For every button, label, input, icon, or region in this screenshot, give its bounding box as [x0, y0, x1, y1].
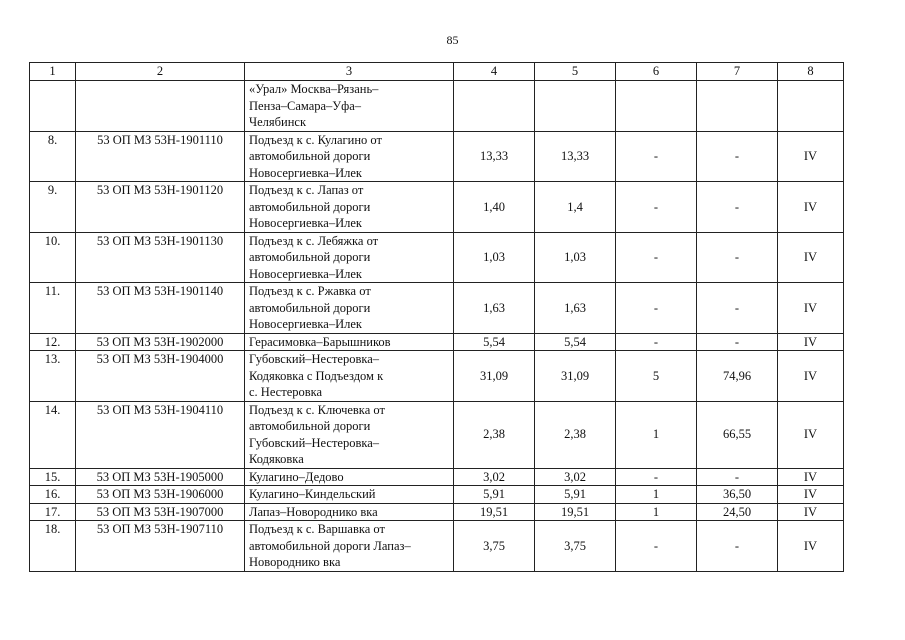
- roads-table: [29, 62, 844, 572]
- value-cell-c5: 1,4: [535, 182, 616, 233]
- road-name-cell: [245, 521, 454, 572]
- road-name-line: Губовский–Нестеровка–: [249, 435, 380, 450]
- value-cell-c4: 3,02: [454, 468, 535, 486]
- value-cell-c4: 1,63: [454, 283, 535, 334]
- table-row: [30, 333, 844, 351]
- page-number: 85: [446, 33, 459, 47]
- value-cell-c6: -: [616, 283, 697, 334]
- road-name-line: Новосергиевка–Илек: [249, 317, 362, 331]
- road-code-cell: 53 ОП МЗ 53Н-1904110: [76, 401, 245, 468]
- column-header: 5: [535, 63, 616, 81]
- column-header: 1: [30, 63, 76, 81]
- value-cell-c7: -: [697, 232, 778, 283]
- table-row: [30, 486, 844, 504]
- value-cell-c6: 1: [616, 401, 697, 468]
- table-row: [30, 503, 844, 521]
- road-name-line: Кулагино–Дедово: [249, 469, 344, 484]
- column-header: 2: [76, 63, 245, 81]
- row-number-cell: 17.: [30, 503, 76, 521]
- row-number-cell: 12.: [30, 333, 76, 351]
- value-cell-c5: 3,75: [535, 521, 616, 572]
- row-number-cell: 13.: [30, 351, 76, 402]
- road-name-cell: [245, 232, 454, 283]
- table-row: [30, 283, 844, 334]
- road-name-line: Подъезд к с. Ключевка от: [249, 402, 385, 417]
- table-row: [30, 131, 844, 182]
- road-name-line: Новосергиевка–Илек: [249, 216, 362, 230]
- road-code-cell: 53 ОП МЗ 53Н-1902000: [76, 333, 245, 351]
- row-number-cell: 16.: [30, 486, 76, 504]
- value-cell-c7: [697, 81, 778, 132]
- row-number-cell: 11.: [30, 283, 76, 334]
- value-cell-c5: 13,33: [535, 131, 616, 182]
- value-cell-c4: [454, 81, 535, 132]
- value-cell-c5: [535, 81, 616, 132]
- road-name-line: Подъезд к с. Лапаз от: [249, 183, 364, 197]
- value-cell-c6: -: [616, 333, 697, 351]
- value-cell-c8: IV: [778, 333, 844, 351]
- road-code-cell: 53 ОП МЗ 53Н-1907000: [76, 503, 245, 521]
- value-cell-c5: 31,09: [535, 351, 616, 402]
- value-cell-c7: 36,50: [697, 486, 778, 504]
- road-name-line: Пенза–Самара–Уфа–: [249, 98, 362, 113]
- road-code-cell: 53 ОП МЗ 53Н-1904000: [76, 351, 245, 402]
- road-name-line: Подъезд к с. Кулагино от: [249, 132, 382, 147]
- road-name-line: автомобильной дороги: [249, 149, 371, 163]
- value-cell-c8: IV: [778, 486, 844, 504]
- value-cell-c8: IV: [778, 503, 844, 521]
- table-row: [30, 232, 844, 283]
- value-cell-c4: 1,40: [454, 182, 535, 233]
- road-name-cell: [245, 131, 454, 182]
- road-name-line: Новосергиевка–Илек: [249, 266, 362, 281]
- column-header: 7: [697, 63, 778, 81]
- value-cell-c8: IV: [778, 283, 844, 334]
- road-name-cell: [245, 81, 454, 132]
- value-cell-c7: -: [697, 283, 778, 334]
- road-name-cell: [245, 468, 454, 486]
- value-cell-c6: -: [616, 182, 697, 233]
- value-cell-c5: 1,63: [535, 283, 616, 334]
- table-row: [30, 182, 844, 233]
- row-number-cell: 18.: [30, 521, 76, 572]
- road-code-cell: 53 ОП МЗ 53Н-1901120: [76, 182, 245, 233]
- road-name-cell: [245, 486, 454, 504]
- road-name-cell: [245, 401, 454, 468]
- value-cell-c4: 13,33: [454, 131, 535, 182]
- road-name-line: автомобильной дороги: [249, 199, 371, 214]
- value-cell-c7: -: [697, 131, 778, 182]
- road-code-cell: 53 ОП МЗ 53Н-1901110: [76, 131, 245, 182]
- table-row: [30, 401, 844, 468]
- road-name-line: Челябинск: [249, 115, 307, 129]
- value-cell-c6: 1: [616, 486, 697, 504]
- value-cell-c8: IV: [778, 182, 844, 233]
- value-cell-c7: -: [697, 468, 778, 486]
- road-name-cell: [245, 351, 454, 402]
- value-cell-c7: 24,50: [697, 503, 778, 521]
- value-cell-c5: 19,51: [535, 503, 616, 521]
- road-name-line: Герасимовка–Барышников: [249, 334, 391, 349]
- road-name-line: с. Нестеровка: [249, 385, 323, 399]
- road-name-line: Подъезд к с. Варшавка от: [249, 522, 385, 536]
- value-cell-c8: [778, 81, 844, 132]
- value-cell-c8: IV: [778, 232, 844, 283]
- table-row: [30, 521, 844, 572]
- road-code-cell: [76, 81, 245, 132]
- road-code-cell: 53 ОП МЗ 53Н-1907110: [76, 521, 245, 572]
- road-name-line: Кулагино–Киндельский: [249, 487, 376, 501]
- value-cell-c8: IV: [778, 131, 844, 182]
- row-number-cell: 10.: [30, 232, 76, 283]
- road-name-line: автомобильной дороги: [249, 250, 371, 264]
- row-number-cell: 9.: [30, 182, 76, 233]
- column-header: 3: [245, 63, 454, 81]
- road-name-line: Лапаз–Новороднико вка: [249, 504, 378, 519]
- road-name-line: Кодяковка: [249, 452, 304, 466]
- column-header: 6: [616, 63, 697, 81]
- road-code-cell: 53 ОП МЗ 53Н-1901130: [76, 232, 245, 283]
- value-cell-c7: -: [697, 333, 778, 351]
- value-cell-c5: 2,38: [535, 401, 616, 468]
- row-number-cell: 8.: [30, 131, 76, 182]
- road-code-cell: 53 ОП МЗ 53Н-1901140: [76, 283, 245, 334]
- value-cell-c4: 2,38: [454, 401, 535, 468]
- value-cell-c6: 1: [616, 503, 697, 521]
- road-name-line: автомобильной дороги: [249, 300, 371, 315]
- road-name-cell: [245, 283, 454, 334]
- table-header: [30, 63, 844, 81]
- value-cell-c7: -: [697, 521, 778, 572]
- value-cell-c8: IV: [778, 468, 844, 486]
- road-name-line: Подъезд к с. Лебяжка от: [249, 233, 379, 248]
- value-cell-c4: 5,91: [454, 486, 535, 504]
- road-name-line: Новороднико вка: [249, 555, 341, 569]
- road-name-cell: [245, 503, 454, 521]
- row-number-cell: 14.: [30, 401, 76, 468]
- value-cell-c4: 19,51: [454, 503, 535, 521]
- road-name-line: автомобильной дороги: [249, 419, 371, 433]
- value-cell-c6: -: [616, 131, 697, 182]
- value-cell-c7: 66,55: [697, 401, 778, 468]
- value-cell-c4: 31,09: [454, 351, 535, 402]
- value-cell-c4: 3,75: [454, 521, 535, 572]
- value-cell-c8: IV: [778, 401, 844, 468]
- value-cell-c6: -: [616, 521, 697, 572]
- table-row: [30, 351, 844, 402]
- table-row: [30, 81, 844, 132]
- value-cell-c5: 1,03: [535, 232, 616, 283]
- header-row: [30, 63, 844, 81]
- row-number-cell: 15.: [30, 468, 76, 486]
- value-cell-c6: -: [616, 468, 697, 486]
- road-code-cell: 53 ОП МЗ 53Н-1905000: [76, 468, 245, 486]
- road-name-line: Подъезд к с. Ржавка от: [249, 284, 371, 298]
- value-cell-c5: 5,54: [535, 333, 616, 351]
- road-name-line: Кодяковка с Подъездом к: [249, 368, 384, 383]
- road-name-line: Новосергиевка–Илек: [249, 165, 362, 180]
- table-body: [30, 81, 844, 572]
- row-number-cell: [30, 81, 76, 132]
- value-cell-c7: 74,96: [697, 351, 778, 402]
- column-header: 4: [454, 63, 535, 81]
- value-cell-c5: 5,91: [535, 486, 616, 504]
- value-cell-c6: -: [616, 232, 697, 283]
- value-cell-c7: -: [697, 182, 778, 233]
- value-cell-c4: 5,54: [454, 333, 535, 351]
- road-code-cell: 53 ОП МЗ 53Н-1906000: [76, 486, 245, 504]
- road-name-cell: [245, 333, 454, 351]
- table-row: [30, 468, 844, 486]
- value-cell-c6: [616, 81, 697, 132]
- value-cell-c6: 5: [616, 351, 697, 402]
- road-name-line: «Урал» Москва–Рязань–: [249, 82, 379, 96]
- value-cell-c8: IV: [778, 351, 844, 402]
- column-header: 8: [778, 63, 844, 81]
- value-cell-c5: 3,02: [535, 468, 616, 486]
- value-cell-c4: 1,03: [454, 232, 535, 283]
- road-name-line: Губовский–Нестеровка–: [249, 352, 380, 366]
- road-name-cell: [245, 182, 454, 233]
- value-cell-c8: IV: [778, 521, 844, 572]
- road-name-line: автомобильной дороги Лапаз–: [249, 538, 411, 553]
